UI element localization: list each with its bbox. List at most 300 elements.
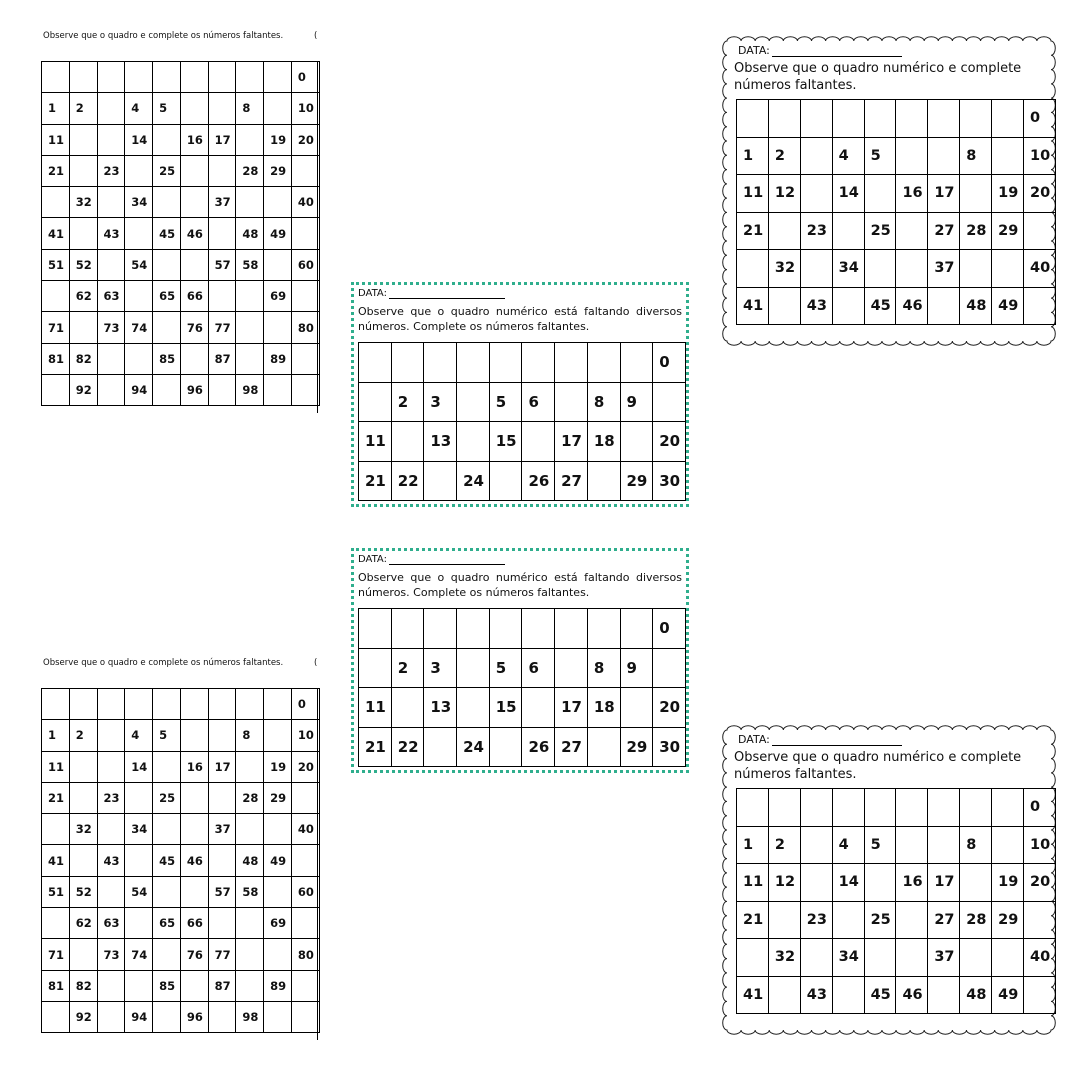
grid-row bbox=[359, 382, 686, 422]
grid-cell-blank[interactable] bbox=[236, 814, 264, 845]
grid-cell-blank[interactable] bbox=[69, 751, 97, 782]
grid-cell-blank[interactable] bbox=[69, 155, 97, 186]
grid-cell-blank[interactable] bbox=[896, 939, 928, 977]
grid-cell-number: 17 bbox=[208, 124, 236, 155]
grid-cell-blank[interactable] bbox=[359, 343, 392, 383]
grid-cell-blank[interactable] bbox=[800, 826, 832, 864]
grid-row bbox=[737, 789, 1056, 827]
grid-cell-blank[interactable] bbox=[42, 187, 70, 218]
grid-cell-blank[interactable] bbox=[832, 901, 864, 939]
grid-cell-blank[interactable] bbox=[620, 343, 653, 383]
grid-cell-blank[interactable] bbox=[896, 100, 928, 138]
grid-cell-blank[interactable] bbox=[208, 218, 236, 249]
grid-cell-blank[interactable] bbox=[180, 155, 208, 186]
grid-cell-blank[interactable] bbox=[125, 908, 153, 939]
grid-cell-number: 87 bbox=[208, 970, 236, 1001]
grid-cell-blank[interactable] bbox=[69, 62, 97, 93]
grid-cell-blank[interactable] bbox=[264, 62, 292, 93]
grid-cell-number: 8 bbox=[960, 826, 992, 864]
grid-cell-blank[interactable] bbox=[992, 939, 1024, 977]
grid-cell-blank[interactable] bbox=[1024, 901, 1056, 939]
grid-cell-number: 48 bbox=[236, 218, 264, 249]
grid-cell-blank[interactable] bbox=[153, 689, 181, 720]
grid-cell-blank[interactable] bbox=[291, 1001, 319, 1032]
grid-cell-blank[interactable] bbox=[768, 287, 800, 325]
grid-cell-blank[interactable] bbox=[620, 422, 653, 462]
grid-cell-blank[interactable] bbox=[236, 689, 264, 720]
grid-cell-blank[interactable] bbox=[653, 648, 686, 688]
grid-cell-blank[interactable] bbox=[424, 727, 457, 767]
grid-cell-blank[interactable] bbox=[236, 970, 264, 1001]
grid-cell-blank[interactable] bbox=[153, 1001, 181, 1032]
grid-cell-blank[interactable] bbox=[424, 609, 457, 649]
grid-cell-blank[interactable] bbox=[587, 343, 620, 383]
grid-cell-number: 32 bbox=[69, 814, 97, 845]
grid-row bbox=[42, 814, 320, 845]
card-description: Observe que o quadro numérico está faltando diversos números. Complete os números faltantes. bbox=[358, 305, 682, 333]
grid-cell-number: 65 bbox=[153, 908, 181, 939]
grid-cell-blank[interactable] bbox=[97, 970, 125, 1001]
grid-cell-blank[interactable] bbox=[489, 461, 522, 501]
grid-cell-blank[interactable] bbox=[864, 864, 896, 902]
date-blank-line bbox=[772, 46, 902, 57]
grid-cell-blank[interactable] bbox=[291, 281, 319, 312]
grid-cell-blank[interactable] bbox=[208, 720, 236, 751]
grid-row bbox=[42, 343, 320, 374]
grid-cell-blank[interactable] bbox=[768, 901, 800, 939]
grid-cell-blank[interactable] bbox=[896, 212, 928, 250]
grid-cell-blank[interactable] bbox=[264, 249, 292, 280]
grid-cell-blank[interactable] bbox=[768, 100, 800, 138]
grid-cell-blank[interactable] bbox=[69, 939, 97, 970]
grid-cell-blank[interactable] bbox=[42, 689, 70, 720]
grid-cell-blank[interactable] bbox=[97, 187, 125, 218]
grid-cell-number: 23 bbox=[97, 155, 125, 186]
grid-cell-number: 8 bbox=[587, 648, 620, 688]
grid-cell-blank[interactable] bbox=[737, 789, 769, 827]
grid-cell-blank[interactable] bbox=[180, 876, 208, 907]
grid-cell-blank[interactable] bbox=[264, 689, 292, 720]
grid-cell-blank[interactable] bbox=[800, 250, 832, 288]
grid-cell-number: 11 bbox=[359, 688, 392, 728]
grid-cell-blank[interactable] bbox=[291, 970, 319, 1001]
grid-cell-blank[interactable] bbox=[125, 155, 153, 186]
grid-cell-number: 48 bbox=[236, 845, 264, 876]
grid-cell-blank[interactable] bbox=[236, 281, 264, 312]
date-blank-line bbox=[772, 735, 902, 746]
grid-row bbox=[42, 218, 320, 249]
grid-cell-number: 82 bbox=[69, 970, 97, 1001]
grid-cell-blank[interactable] bbox=[291, 374, 319, 405]
grid-cell-blank[interactable] bbox=[236, 908, 264, 939]
grid-cell-number: 63 bbox=[97, 281, 125, 312]
grid-cell-number: 17 bbox=[555, 422, 588, 462]
date-field bbox=[738, 44, 902, 57]
grid-row bbox=[42, 249, 320, 280]
grid-cell-number: 8 bbox=[236, 720, 264, 751]
grid-cell-blank[interactable] bbox=[522, 688, 555, 728]
grid-cell-number: 28 bbox=[236, 782, 264, 813]
grid-cell-blank[interactable] bbox=[236, 939, 264, 970]
grid-cell-blank[interactable] bbox=[864, 939, 896, 977]
stamp-card-bottom bbox=[722, 725, 1056, 1035]
grid-cell-blank[interactable] bbox=[180, 93, 208, 124]
grid-cell-blank[interactable] bbox=[522, 343, 555, 383]
grid-cell-blank[interactable] bbox=[97, 720, 125, 751]
grid-cell-blank[interactable] bbox=[208, 845, 236, 876]
green-card-top bbox=[351, 282, 689, 507]
grid-cell-blank[interactable] bbox=[69, 845, 97, 876]
grid-cell-blank[interactable] bbox=[896, 901, 928, 939]
grid-cell-blank[interactable] bbox=[737, 100, 769, 138]
grid-cell-number: 29 bbox=[620, 461, 653, 501]
grid-cell-number: 10 bbox=[291, 720, 319, 751]
grid-cell-blank[interactable] bbox=[620, 609, 653, 649]
grid-cell-number: 11 bbox=[42, 124, 70, 155]
grid-cell-number: 16 bbox=[180, 124, 208, 155]
grid-cell-blank[interactable] bbox=[489, 343, 522, 383]
grid-cell-number: 23 bbox=[97, 782, 125, 813]
grid-cell-number: 71 bbox=[42, 939, 70, 970]
grid-row bbox=[42, 689, 320, 720]
grid-cell-blank[interactable] bbox=[42, 908, 70, 939]
grid-cell-blank[interactable] bbox=[153, 249, 181, 280]
grid-cell-blank[interactable] bbox=[208, 782, 236, 813]
grid-cell-number: 20 bbox=[1024, 175, 1056, 213]
grid-cell-blank[interactable] bbox=[97, 751, 125, 782]
grid-cell-blank[interactable] bbox=[960, 175, 992, 213]
grid-cell-blank[interactable] bbox=[555, 648, 588, 688]
grid-cell-blank[interactable] bbox=[42, 814, 70, 845]
grid-cell-blank[interactable] bbox=[653, 382, 686, 422]
grid-cell-number: 4 bbox=[125, 93, 153, 124]
grid-cell-blank[interactable] bbox=[832, 789, 864, 827]
grid-cell-blank[interactable] bbox=[69, 312, 97, 343]
grid-cell-blank[interactable] bbox=[928, 137, 960, 175]
grid-cell-number: 43 bbox=[97, 218, 125, 249]
grid-cell-number: 18 bbox=[587, 688, 620, 728]
grid-cell-blank[interactable] bbox=[1024, 976, 1056, 1014]
grid-cell-blank[interactable] bbox=[97, 876, 125, 907]
grid-cell-blank[interactable] bbox=[153, 939, 181, 970]
grid-cell-blank[interactable] bbox=[125, 281, 153, 312]
grid-cell-blank[interactable] bbox=[960, 250, 992, 288]
grid-cell-blank[interactable] bbox=[153, 62, 181, 93]
grid-cell-blank[interactable] bbox=[457, 609, 490, 649]
grid-cell-number: 76 bbox=[180, 939, 208, 970]
grid-cell-number: 96 bbox=[180, 1001, 208, 1032]
grid-cell-blank[interactable] bbox=[960, 864, 992, 902]
grid-cell-blank[interactable] bbox=[264, 876, 292, 907]
grid-cell-blank[interactable] bbox=[522, 422, 555, 462]
grid-cell-number: 30 bbox=[653, 727, 686, 767]
grid-cell-blank[interactable] bbox=[264, 187, 292, 218]
grid-cell-blank[interactable] bbox=[180, 814, 208, 845]
grid-cell-blank[interactable] bbox=[291, 343, 319, 374]
grid-cell-blank[interactable] bbox=[832, 287, 864, 325]
grid-cell-blank[interactable] bbox=[153, 814, 181, 845]
grid-cell-number: 80 bbox=[291, 312, 319, 343]
grid-cell-blank[interactable] bbox=[264, 1001, 292, 1032]
grid-cell-blank[interactable] bbox=[291, 908, 319, 939]
number-grid bbox=[41, 61, 320, 406]
grid-row bbox=[42, 281, 320, 312]
grid-cell-blank[interactable] bbox=[864, 250, 896, 288]
grid-cell-blank[interactable] bbox=[42, 62, 70, 93]
grid-cell-blank[interactable] bbox=[1024, 212, 1056, 250]
grid-cell-blank[interactable] bbox=[391, 688, 424, 728]
grid-cell-blank[interactable] bbox=[489, 727, 522, 767]
grid-cell-number: 41 bbox=[737, 287, 769, 325]
grid-cell-blank[interactable] bbox=[587, 609, 620, 649]
grid-cell-number: 41 bbox=[42, 845, 70, 876]
grid-cell-number: 29 bbox=[264, 155, 292, 186]
grid-cell-blank[interactable] bbox=[180, 343, 208, 374]
grid-cell-blank[interactable] bbox=[620, 688, 653, 728]
grid-cell-blank[interactable] bbox=[896, 789, 928, 827]
grid-cell-blank[interactable] bbox=[391, 422, 424, 462]
grid-cell-number: 25 bbox=[153, 155, 181, 186]
grid-cell-blank[interactable] bbox=[928, 100, 960, 138]
grid-cell-blank[interactable] bbox=[832, 976, 864, 1014]
grid-cell-blank[interactable] bbox=[208, 62, 236, 93]
grid-cell-blank[interactable] bbox=[768, 212, 800, 250]
grid-cell-blank[interactable] bbox=[864, 789, 896, 827]
grid-cell-blank[interactable] bbox=[768, 789, 800, 827]
grid-cell-blank[interactable] bbox=[69, 218, 97, 249]
grid-cell-blank[interactable] bbox=[153, 876, 181, 907]
grid-cell-number: 14 bbox=[832, 175, 864, 213]
grid-cell-blank[interactable] bbox=[180, 62, 208, 93]
grid-cell-number: 9 bbox=[620, 382, 653, 422]
grid-cell-number: 52 bbox=[69, 249, 97, 280]
grid-cell-number: 12 bbox=[768, 175, 800, 213]
grid-cell-blank[interactable] bbox=[359, 609, 392, 649]
grid-cell-blank[interactable] bbox=[153, 312, 181, 343]
grid-cell-blank[interactable] bbox=[208, 374, 236, 405]
grid-cell-blank[interactable] bbox=[896, 250, 928, 288]
grid-cell-number: 21 bbox=[737, 212, 769, 250]
grid-cell-blank[interactable] bbox=[264, 93, 292, 124]
grid-cell-blank[interactable] bbox=[208, 908, 236, 939]
grid-cell-number: 81 bbox=[42, 970, 70, 1001]
grid-cell-blank[interactable] bbox=[424, 343, 457, 383]
grid-cell-blank[interactable] bbox=[97, 93, 125, 124]
grid-cell-blank[interactable] bbox=[832, 100, 864, 138]
grid-cell-blank[interactable] bbox=[42, 281, 70, 312]
grid-cell-blank[interactable] bbox=[180, 689, 208, 720]
grid-cell-blank[interactable] bbox=[153, 187, 181, 218]
grid-cell-blank[interactable] bbox=[800, 864, 832, 902]
grid-cell-blank[interactable] bbox=[928, 287, 960, 325]
grid-cell-blank[interactable] bbox=[391, 343, 424, 383]
grid-cell-blank[interactable] bbox=[264, 720, 292, 751]
grid-cell-blank[interactable] bbox=[768, 976, 800, 1014]
grid-cell-blank[interactable] bbox=[208, 155, 236, 186]
grid-cell-number: 2 bbox=[391, 382, 424, 422]
grid-cell-blank[interactable] bbox=[457, 688, 490, 728]
grid-cell-blank[interactable] bbox=[236, 187, 264, 218]
grid-cell-blank[interactable] bbox=[180, 720, 208, 751]
grid-cell-blank[interactable] bbox=[291, 155, 319, 186]
date-blank-line bbox=[389, 555, 505, 565]
grid-cell-number: 17 bbox=[928, 864, 960, 902]
grid-cell-blank[interactable] bbox=[97, 814, 125, 845]
grid-cell-blank[interactable] bbox=[457, 648, 490, 688]
grid-cell-blank[interactable] bbox=[208, 1001, 236, 1032]
grid-cell-blank[interactable] bbox=[125, 845, 153, 876]
grid-cell-blank[interactable] bbox=[928, 976, 960, 1014]
grid-cell-blank[interactable] bbox=[291, 218, 319, 249]
grid-cell-blank[interactable] bbox=[928, 826, 960, 864]
grid-cell-blank[interactable] bbox=[125, 970, 153, 1001]
grid-cell-number: 25 bbox=[153, 782, 181, 813]
grid-cell-blank[interactable] bbox=[97, 1001, 125, 1032]
grid-cell-number: 37 bbox=[928, 250, 960, 288]
grid-cell-blank[interactable] bbox=[992, 789, 1024, 827]
grid-cell-blank[interactable] bbox=[97, 374, 125, 405]
grid-cell-number: 5 bbox=[864, 137, 896, 175]
grid-cell-number: 21 bbox=[42, 782, 70, 813]
grid-cell-blank[interactable] bbox=[457, 343, 490, 383]
grid-cell-blank[interactable] bbox=[42, 374, 70, 405]
grid-cell-blank[interactable] bbox=[236, 751, 264, 782]
grid-cell-blank[interactable] bbox=[97, 124, 125, 155]
grid-cell-blank[interactable] bbox=[992, 826, 1024, 864]
grid-cell-blank[interactable] bbox=[69, 124, 97, 155]
grid-cell-blank[interactable] bbox=[864, 175, 896, 213]
grid-cell-blank[interactable] bbox=[896, 826, 928, 864]
grid-cell-number: 12 bbox=[768, 864, 800, 902]
grid-cell-blank[interactable] bbox=[236, 62, 264, 93]
worksheet-instruction: Observe que o quadro e complete os números faltantes. bbox=[43, 31, 284, 41]
worksheet-instruction: Observe que o quadro e complete os números faltantes. bbox=[43, 658, 284, 668]
grid-cell-blank[interactable] bbox=[208, 93, 236, 124]
grid-cell-number: 43 bbox=[97, 845, 125, 876]
grid-cell-blank[interactable] bbox=[489, 609, 522, 649]
grid-cell-blank[interactable] bbox=[928, 789, 960, 827]
grid-cell-blank[interactable] bbox=[125, 343, 153, 374]
grid-cell-blank[interactable] bbox=[97, 689, 125, 720]
grid-cell-blank[interactable] bbox=[97, 249, 125, 280]
grid-cell-blank[interactable] bbox=[555, 609, 588, 649]
grid-cell-blank[interactable] bbox=[960, 789, 992, 827]
grid-cell-blank[interactable] bbox=[264, 312, 292, 343]
grid-cell-number: 77 bbox=[208, 939, 236, 970]
grid-row bbox=[42, 751, 320, 782]
grid-cell-blank[interactable] bbox=[97, 62, 125, 93]
grid-cell-blank[interactable] bbox=[800, 939, 832, 977]
grid-cell-number: 20 bbox=[653, 422, 686, 462]
grid-cell-blank[interactable] bbox=[457, 382, 490, 422]
grid-cell-blank[interactable] bbox=[424, 461, 457, 501]
grid-cell-blank[interactable] bbox=[992, 100, 1024, 138]
grid-row bbox=[737, 175, 1056, 213]
grid-cell-number: 29 bbox=[992, 901, 1024, 939]
grid-cell-blank[interactable] bbox=[800, 137, 832, 175]
grid-cell-blank[interactable] bbox=[236, 312, 264, 343]
grid-row bbox=[42, 62, 320, 93]
grid-cell-blank[interactable] bbox=[391, 609, 424, 649]
grid-cell-blank[interactable] bbox=[42, 1001, 70, 1032]
grid-cell-blank[interactable] bbox=[359, 382, 392, 422]
grid-cell-number: 58 bbox=[236, 249, 264, 280]
grid-cell-blank[interactable] bbox=[291, 845, 319, 876]
grid-row bbox=[42, 720, 320, 751]
grid-cell-blank[interactable] bbox=[960, 100, 992, 138]
grid-cell-number: 26 bbox=[522, 461, 555, 501]
grid-cell-blank[interactable] bbox=[960, 939, 992, 977]
grid-cell-blank[interactable] bbox=[457, 422, 490, 462]
grid-cell-number: 37 bbox=[928, 939, 960, 977]
grid-cell-blank[interactable] bbox=[800, 789, 832, 827]
grid-cell-blank[interactable] bbox=[291, 782, 319, 813]
grid-cell-blank[interactable] bbox=[522, 609, 555, 649]
grid-cell-blank[interactable] bbox=[97, 343, 125, 374]
grid-cell-number: 0 bbox=[1024, 100, 1056, 138]
grid-cell-number: 24 bbox=[457, 461, 490, 501]
grid-cell-blank[interactable] bbox=[992, 137, 1024, 175]
grid-cell-blank[interactable] bbox=[800, 175, 832, 213]
grid-cell-number: 3 bbox=[424, 382, 457, 422]
grid-cell-blank[interactable] bbox=[69, 689, 97, 720]
date-field bbox=[738, 733, 902, 746]
grid-cell-blank[interactable] bbox=[153, 124, 181, 155]
grid-cell-blank[interactable] bbox=[125, 689, 153, 720]
grid-cell-blank[interactable] bbox=[1024, 287, 1056, 325]
grid-cell-blank[interactable] bbox=[180, 782, 208, 813]
grid-cell-blank[interactable] bbox=[264, 814, 292, 845]
grid-cell-blank[interactable] bbox=[264, 374, 292, 405]
grid-cell-blank[interactable] bbox=[208, 281, 236, 312]
grid-cell-blank[interactable] bbox=[180, 187, 208, 218]
grid-cell-blank[interactable] bbox=[69, 782, 97, 813]
grid-cell-blank[interactable] bbox=[555, 382, 588, 422]
grid-cell-blank[interactable] bbox=[587, 461, 620, 501]
grid-cell-number: 34 bbox=[125, 187, 153, 218]
grid-cell-number: 13 bbox=[424, 688, 457, 728]
grid-cell-blank[interactable] bbox=[125, 62, 153, 93]
grid-cell-blank[interactable] bbox=[236, 124, 264, 155]
cut-edge-glyph: ( bbox=[314, 658, 318, 668]
grid-cell-blank[interactable] bbox=[125, 218, 153, 249]
grid-cell-number: 66 bbox=[180, 908, 208, 939]
grid-cell-blank[interactable] bbox=[555, 343, 588, 383]
grid-cell-blank[interactable] bbox=[832, 212, 864, 250]
grid-cell-blank[interactable] bbox=[264, 939, 292, 970]
grid-cell-blank[interactable] bbox=[587, 727, 620, 767]
grid-cell-number: 41 bbox=[42, 218, 70, 249]
grid-cell-blank[interactable] bbox=[180, 249, 208, 280]
grid-cell-blank[interactable] bbox=[864, 100, 896, 138]
grid-cell-number: 16 bbox=[896, 864, 928, 902]
grid-cell-blank[interactable] bbox=[896, 137, 928, 175]
grid-cell-number: 37 bbox=[208, 814, 236, 845]
grid-cell-blank[interactable] bbox=[737, 939, 769, 977]
grid-cell-blank[interactable] bbox=[153, 374, 181, 405]
grid-cell-number: 98 bbox=[236, 1001, 264, 1032]
grid-cell-blank[interactable] bbox=[737, 250, 769, 288]
grid-cell-blank[interactable] bbox=[208, 689, 236, 720]
grid-cell-blank[interactable] bbox=[236, 343, 264, 374]
grid-cell-blank[interactable] bbox=[800, 100, 832, 138]
grid-cell-blank[interactable] bbox=[992, 250, 1024, 288]
grid-cell-number: 22 bbox=[391, 461, 424, 501]
grid-cell-blank[interactable] bbox=[359, 648, 392, 688]
grid-cell-blank[interactable] bbox=[153, 751, 181, 782]
grid-cell-blank[interactable] bbox=[125, 782, 153, 813]
grid-cell-blank[interactable] bbox=[180, 970, 208, 1001]
